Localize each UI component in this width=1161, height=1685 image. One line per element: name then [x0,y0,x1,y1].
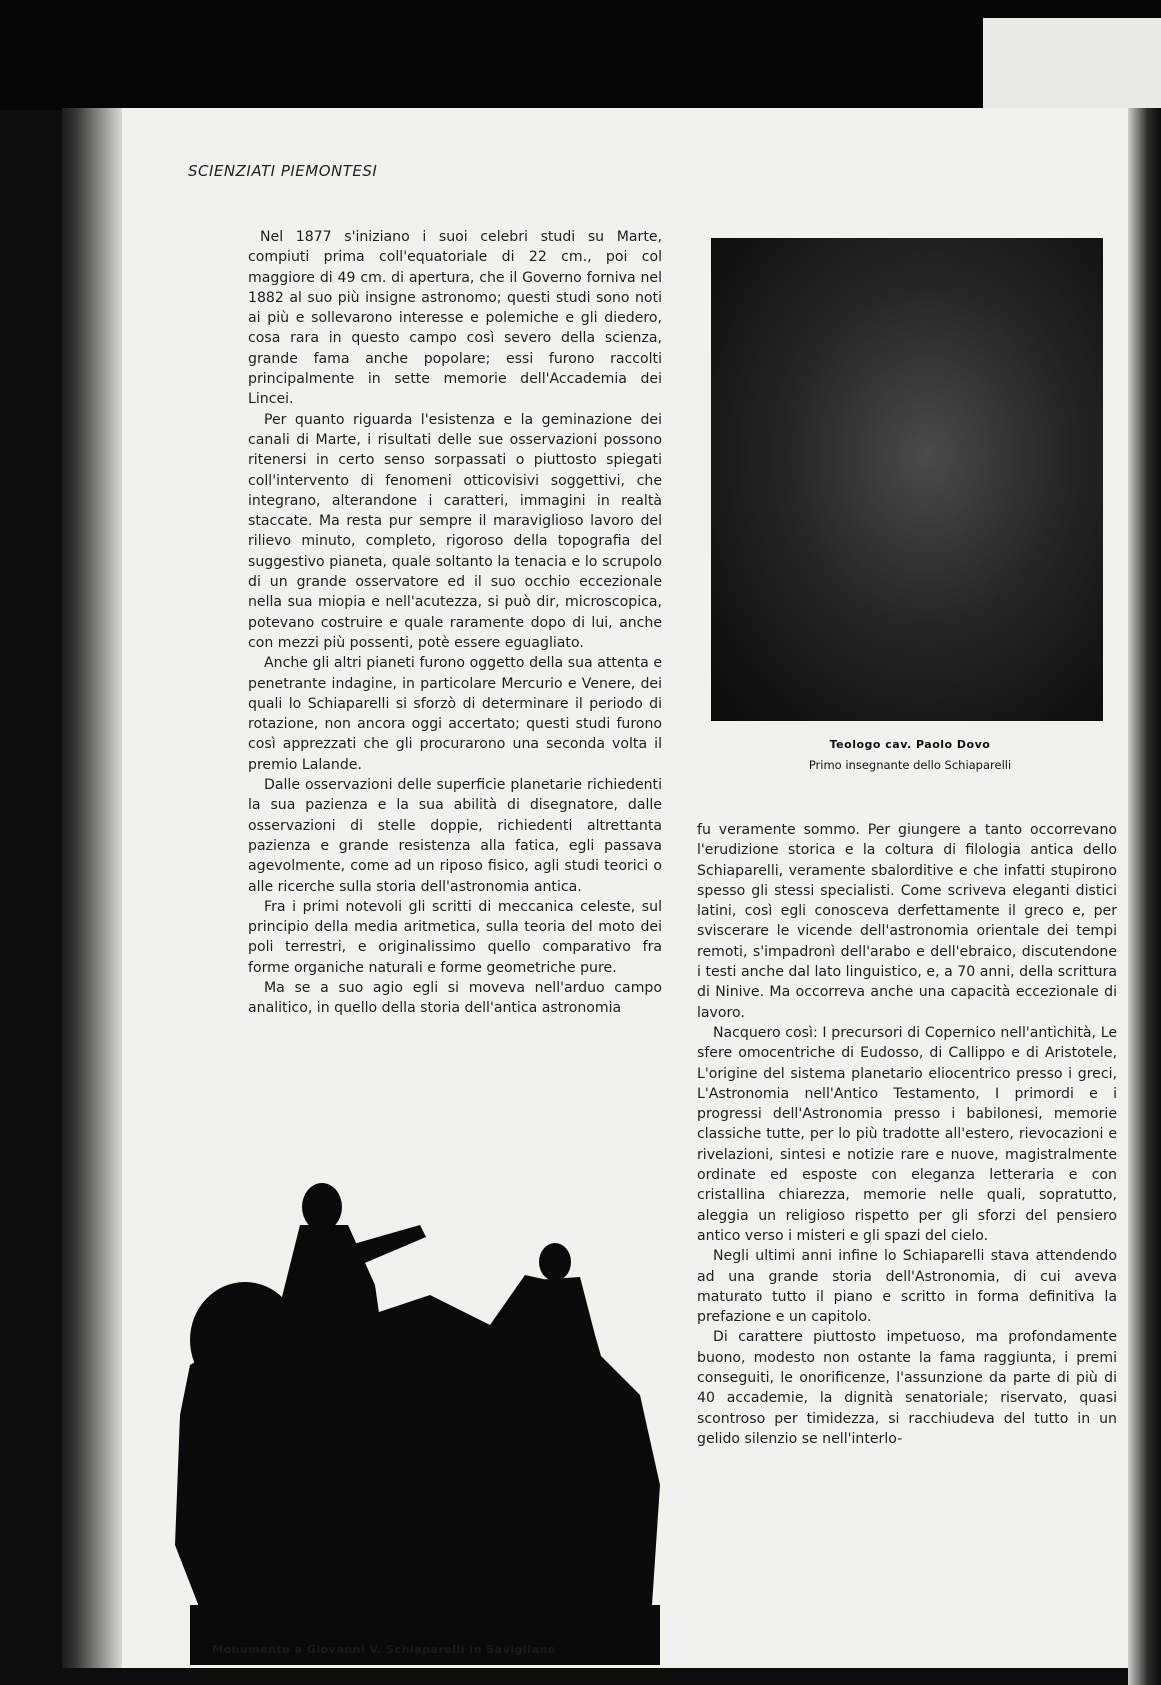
paragraph: Anche gli altri pianeti furono oggetto della sua attenta e penetrante indagine, in particolare Mercurio e Venere, dei quali lo Schiaparelli si sforzò di determinare il periodo di rotazione, non ancora oggi accertato; questi studi furono così apprezzati che gli procurarono una seconda volta il premio Lalande. [248,655,662,773]
monument-silhouette-image [170,1165,700,1665]
right-text-column [697,820,1117,1449]
photo-caption-title: Teologo cav. Paolo Dovo [829,738,991,751]
paragraph: Dalle osservazioni delle superficie planetarie richiedenti la sua pazienza e la sua abilità di disegnatore, dalle osservazioni di stelle doppie, richiedenti altrettanta pazienza e grande resistenza alla fatica, egli passava agevolmente, come ad un riposo fisico, agli studi teorici o alle ricerche sulla storia dell'astronomia antica. [248,777,662,895]
paragraph: fu veramente sommo. Per giungere a tanto occorrevano l'erudizione storica e la coltura di filologia antica dello Schiaparelli, veramente sbalorditive e che infatti stupirono spesso gli stessi specialisti. Come scriveva eleganti distici latini, così egli conosceva derfettamente il greco e, per sviscerare le vicende dell'astronomia orientale dei tempi remoti, s'impadronì dell'arabo e dell'ebraico, discutendone i testi anche dal lato linguistico, e, a 70 anni, della scrittura di Ninive. Ma occorreva anche una capacità eccezionale di lavoro. [697,822,1117,1021]
running-header: SCIENZIATI PIEMONTESI [188,162,378,180]
page-right-edge [1128,108,1161,1685]
left-text-column [248,227,662,1019]
paragraph: Negli ultimi anni infine lo Schiaparelli stava attendendo ad una grande storia dell'Astronomia, di cui aveva maturato tutto il piano e scritto in forma definitiva la prefazione e un capitolo. [697,1248,1117,1326]
page-binding-shadow [62,108,122,1668]
monument-caption: Monumento a Giovanni V. Schiaparelli in Savigliano [212,1643,556,1656]
paragraph: Ma se a suo agio egli si moveva nell'arduo campo analitico, in quello della storia dell'antica astronomia [248,979,662,1017]
paragraph: Fra i primi notevoli gli scritti di meccanica celeste, sul principio della media aritmetica, sulla teoria del moto dei poli terrestri, e originalissimo quello comparativo fra forme organiche naturali e forme geometriche pure. [248,898,662,976]
portrait-photo [711,238,1103,721]
photo-caption-subtitle: Primo insegnante dello Schiaparelli [808,758,1012,772]
paragraph: Per quanto riguarda l'esistenza e la geminazione dei canali di Marte, i risultati delle sue osservazioni possono ritenersi in certo senso sorpassati o piuttosto spiegati coll'intervento di fenomeni otticovisivi soggettivi, che integrano, alterandone i caratteri, immagini in realtà staccate. Ma resta pur sempre il maraviglioso lavoro del rilievo minuto, completo, rigoroso della topografia del suggestivo pianeta, quale soltanto la tenacia e lo scrupolo di un grande osservatore ed il suo occhio eccezionale nella sua miopia e nell'acutezza, si può dir, microscopica, potevano costruire e quale raramente dopo di lui, anche con mezzi più possenti, potè essere eguagliato. [248,411,662,651]
paragraph: Nel 1877 s'iniziano i suoi celebri studi su Marte, compiuti prima coll'equatoriale di 22 cm., poi col maggiore di 49 cm. di apertura, che il Governo forniva nel 1882 al suo più insigne astronomo; questi studi sono noti ai più e sollevarono interesse e polemiche e gli diedero, cosa rara in questo campo così severo della scienza, grande fama anche popolare; essi furono raccolti principalmente in sette memorie dell'Accademia dei Lincei. [248,229,662,408]
paragraph: Nacquero così: I precursori di Copernico nell'antichità, Le sfere omocentriche di Eudosso, di Callippo e di Aristotele, L'origine del sistema planetario eliocentrico presso i greci, L'Astronomia nell'Antico Testamento, I primordi e i progressi dell'Astronomia presso i babilonesi, memorie classiche tutte, per lo più tradotte all'estero, rievocazioni e rivelazioni, sintesi e notizie rare e nuove, magistralmente ordinate ed esposte con eleganza letteraria e con cristallina chiarezza, memorie nelle quali, sopratutto, aleggia un religioso rispetto per gli sforzi del pensiero antico verso i misteri e gli spazi del cielo. [697,1024,1117,1244]
paragraph: Di carattere piuttosto impetuoso, ma profondamente buono, modesto non ostante la fama raggiunta, i premi conseguiti, le onorificenze, l'assunzione da parte di più di 40 accademie, la dignità senatoriale; riservato, quasi scontroso per timidezza, si racchiudeva del tutto in un gelido silenzio se nell'interlo- [697,1329,1117,1447]
